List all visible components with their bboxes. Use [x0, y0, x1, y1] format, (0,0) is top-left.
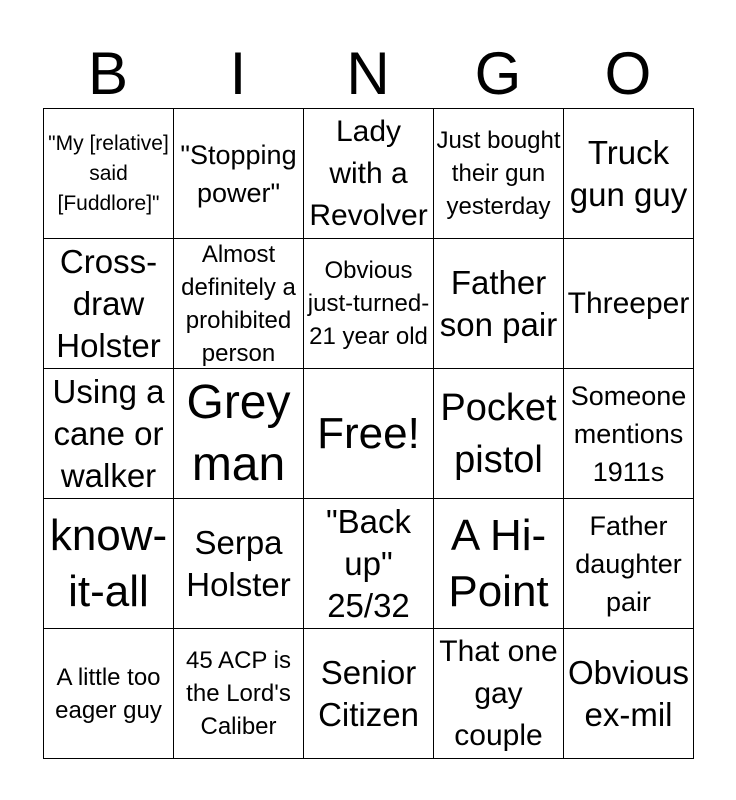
bingo-cell[interactable]: [44, 109, 174, 239]
header-letter-b: B: [87, 40, 129, 107]
bingo-cell[interactable]: [304, 629, 434, 759]
bingo-cell[interactable]: [434, 629, 564, 759]
cell-text: Father son pair: [439, 263, 558, 343]
bingo-cell[interactable]: [174, 369, 304, 499]
bingo-cell[interactable]: [564, 109, 694, 239]
cell-text: Senior Citizen: [318, 653, 419, 733]
cell-text: Father daughter pair: [575, 510, 682, 617]
bingo-cell[interactable]: [174, 109, 304, 239]
cell-text: Truck gun guy: [569, 133, 688, 213]
bingo-cell[interactable]: [564, 499, 694, 629]
cell-text: That one gay couple: [439, 634, 558, 752]
cell-text: Obvious just-turned-21 year old: [307, 257, 430, 350]
bingo-cell[interactable]: [174, 239, 304, 369]
cell-text: "Back up" 25/32: [325, 502, 412, 624]
bingo-card-grid: [43, 108, 694, 759]
cell-text: Grey man: [186, 375, 291, 491]
bingo-cell[interactable]: [44, 499, 174, 629]
cell-text: Using a cane or walker: [52, 372, 165, 494]
cell-text: know-it-all: [49, 510, 168, 616]
cell-text: 45 ACP is the Lord's Caliber: [186, 647, 291, 740]
header-letter-i: I: [229, 40, 247, 107]
cell-text: A Hi-Point: [448, 510, 549, 616]
bingo-cell[interactable]: [434, 109, 564, 239]
header-letter-n: N: [346, 40, 390, 107]
header-letter-g: G: [474, 40, 522, 107]
bingo-cell[interactable]: [434, 369, 564, 499]
bingo-cell[interactable]: [304, 109, 434, 239]
bingo-cell-free[interactable]: [304, 369, 434, 499]
cell-text: Cross-draw Holster: [56, 242, 161, 364]
cell-text: Threeper: [567, 286, 690, 320]
header-letter-o: O: [604, 40, 652, 107]
cell-text: Someone mentions 1911s: [570, 380, 687, 487]
bingo-cell[interactable]: [44, 629, 174, 759]
cell-text: Serpa Holster: [186, 523, 291, 603]
bingo-cell[interactable]: [174, 499, 304, 629]
cell-text: Lady with a Revolver: [309, 114, 428, 232]
cell-text: Just bought their gun yesterday: [436, 127, 561, 220]
bingo-cell[interactable]: [564, 629, 694, 759]
bingo-cell[interactable]: [564, 369, 694, 499]
cell-text: A little too eager guy: [55, 663, 162, 724]
cell-text: "My [relative] said [Fuddlore]": [48, 131, 169, 215]
bingo-cell[interactable]: [434, 239, 564, 369]
bingo-cell[interactable]: [44, 369, 174, 499]
bingo-cell[interactable]: [434, 499, 564, 629]
bingo-cell[interactable]: [174, 629, 304, 759]
bingo-cell[interactable]: [304, 499, 434, 629]
bingo-header: [43, 40, 693, 108]
bingo-cell[interactable]: [564, 239, 694, 369]
cell-text: "Stopping power": [180, 139, 297, 208]
bingo-cell[interactable]: [304, 239, 434, 369]
bingo-cell[interactable]: [44, 239, 174, 369]
cell-text: Almost definitely a prohibited person: [181, 240, 296, 367]
cell-text: Pocket pistol: [440, 386, 557, 481]
cell-text: Obvious ex-mil: [567, 653, 690, 733]
cell-text: Free!: [317, 408, 420, 458]
